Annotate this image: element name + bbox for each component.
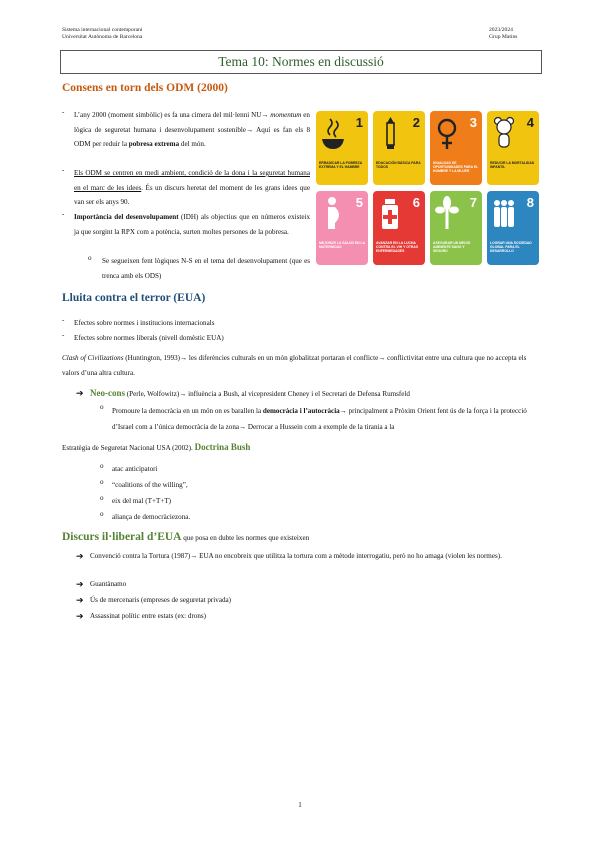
bowl-icon: [320, 115, 346, 153]
header-left: [62, 27, 142, 41]
clash-paragraph: Clash of Civilizations (Huntington, 1993)→ les diferències culturals en un món globalitzat portaran el conflicte→ conflictivitat entre una cultura que no accepta els valors d’una altra cultura.: [62, 354, 527, 377]
teddy-icon: [491, 115, 517, 153]
odm-tile-6: 6 AVANZAR EN LA LUCHA CONTRA EL VIH Y OTRAS ENFERMEDADES: [373, 191, 425, 265]
course-name: Sistema internacional contemporani: [62, 27, 143, 33]
bullet-arrow-icon: ➔: [76, 388, 84, 398]
arrow-icon: →: [246, 125, 254, 134]
page-number: 1: [298, 801, 302, 809]
plant-icon: [434, 195, 460, 233]
section1-title: Consens en torn dels ODM (2000): [62, 82, 228, 94]
odm-bullet-1: L’any 2000 (moment simbòlic) es fa una cimera del mil·lenni NU→ momentum en lògica de seguretat humana i desenvolupament sostenible→ Aquí es fan els 8 ODM per reduir la pobresa extrema del món.: [74, 111, 310, 149]
group-name: Grup Matins: [489, 34, 518, 40]
odm-tile-4: 4 REDUCIR LA MORTALIDAD INFANTIL: [487, 111, 539, 185]
arrow-icon: →: [239, 423, 247, 431]
odm-tile-7: 7 ASEGURAR UN MEDIO AMBIENTE SANO Y SEGURO: [430, 191, 482, 265]
arrow-icon: →: [261, 111, 269, 119]
strategy-line: Estratègia de Seguretat Nacional USA (2002). Doctrina Bush: [62, 442, 251, 452]
circle-marker: o: [100, 462, 104, 470]
odm-tile-1: 1 ERRADICAR LA POBREZA EXTREMA Y EL HAMBRE: [316, 111, 368, 185]
illiberal-item-3: Ús de mercenaris (empreses de seguretat privada): [90, 596, 232, 604]
circle-marker: o: [88, 254, 92, 262]
arrow-icon: →: [378, 354, 386, 362]
circle-marker: o: [100, 510, 104, 518]
circle-marker: o: [100, 494, 104, 502]
dash-marker: -: [62, 210, 65, 218]
doctrine-item: eix del mal (T+T+T): [112, 497, 172, 505]
neocons-line: Neo-cons (Perle, Wolfowitz)→ influència a Bush, al vicepresident Cheney i el Secretari de Defensa Rumsfeld: [90, 388, 410, 398]
circle-marker: o: [100, 478, 104, 486]
illiberal-item-2: Guantànamo: [90, 580, 127, 588]
dash-marker: -: [62, 166, 65, 174]
odm-goals-grid: [316, 111, 541, 270]
bullet-arrow-icon: ➔: [76, 595, 84, 605]
doctrine-item: “coalitions of the willing”,: [112, 481, 188, 489]
bullet-arrow-icon: ➔: [76, 579, 84, 589]
mother-icon: [320, 195, 346, 233]
odm-tile-5: 5 MEJORAR LA SALUD EN LA MATERNIDAD: [316, 191, 368, 265]
illiberal-item-4: Assassinat polític entre estats (ex: drons): [90, 612, 207, 620]
effects-item-1: Efectes sobre normes i institucions internacionals: [74, 319, 215, 327]
header-right: [489, 27, 517, 41]
pencil-icon: [377, 115, 403, 153]
bullet-arrow-icon: ➔: [76, 551, 84, 561]
section2-title: Lluita contra el terror (EUA): [62, 292, 206, 304]
gender-icon: [434, 115, 460, 153]
odm-tile-3: 3 IGUALDAD DE OPORTUNIDADES PARA EL HOMBRE Y LA MUJER: [430, 111, 482, 185]
people-icon: [491, 195, 517, 233]
section3-title: Discurs il·liberal d’EUA: [62, 531, 182, 543]
arrow-icon: →: [339, 407, 347, 415]
title-box: [60, 50, 542, 74]
dash-marker: -: [62, 331, 65, 339]
effects-item-2: Efectes sobre normes liberals (nivell domèstic EUA): [74, 334, 224, 342]
dash-marker: -: [62, 316, 65, 324]
odm-tile-8: 8 LOGRAR UNA SOCIEDAD GLOBAL PARA EL DESARROLLO: [487, 191, 539, 265]
circle-marker: o: [100, 403, 104, 411]
arrow-icon: →: [179, 390, 187, 398]
illiberal-item-1: Convenció contra la Tortura (1987)→ EUA no encobreix que utilitza la tortura com a mètode interrogatiu, però no ho amaga (violen les normes).: [90, 552, 502, 560]
university-name: Universitat Autònoma de Barcelona: [62, 34, 143, 40]
doctrine-item: atac anticipatori: [112, 465, 158, 473]
bullet-arrow-icon: ➔: [76, 611, 84, 621]
arrow-icon: →: [190, 552, 198, 560]
arrow-icon: →: [180, 354, 188, 362]
dash-marker: -: [62, 108, 65, 116]
medicine-icon: [377, 195, 403, 233]
odm-bullet-2: Els ODM se centren en medi ambient, condició de la dona i la seguretat humana en el marc de les idees. És un discurs heretat del moment de les grans idees que van ser els anys 90.: [74, 169, 310, 207]
odm-bullet-3: Importància del desenvolupament (IDH) als objectius que en números existeix ja que sorgint la RPX com a potència, surten moltes persones de la pobresa.: [74, 213, 310, 236]
page-title: Tema 10: Normes en discussió: [218, 54, 384, 69]
academic-year: 2023/2024: [489, 27, 513, 33]
promote-democracy: Promoure la democràcia en un món on es barallen la democràcia i l’autocràcia→ principalment a Pròxim Orient fent ús de la força i la protecció d’Israel com a l’única democràcia de la zona→ Derrocar a Hussein com a exemple de la tirania a la: [112, 407, 527, 431]
doctrine-item: aliança de democràciezona.: [112, 513, 191, 521]
odm-sub-bullet: Se segueixen fent lògiques N-S en el tema del desenvolupament (que es trenca amb els ODS): [102, 257, 310, 280]
odm-tile-2: 2 EDUCACIÓN BÁSICA PARA TODOS: [373, 111, 425, 185]
section3-heading: Discurs il·liberal d’EUA que posa en dubte les normes que existeixen: [62, 531, 310, 543]
